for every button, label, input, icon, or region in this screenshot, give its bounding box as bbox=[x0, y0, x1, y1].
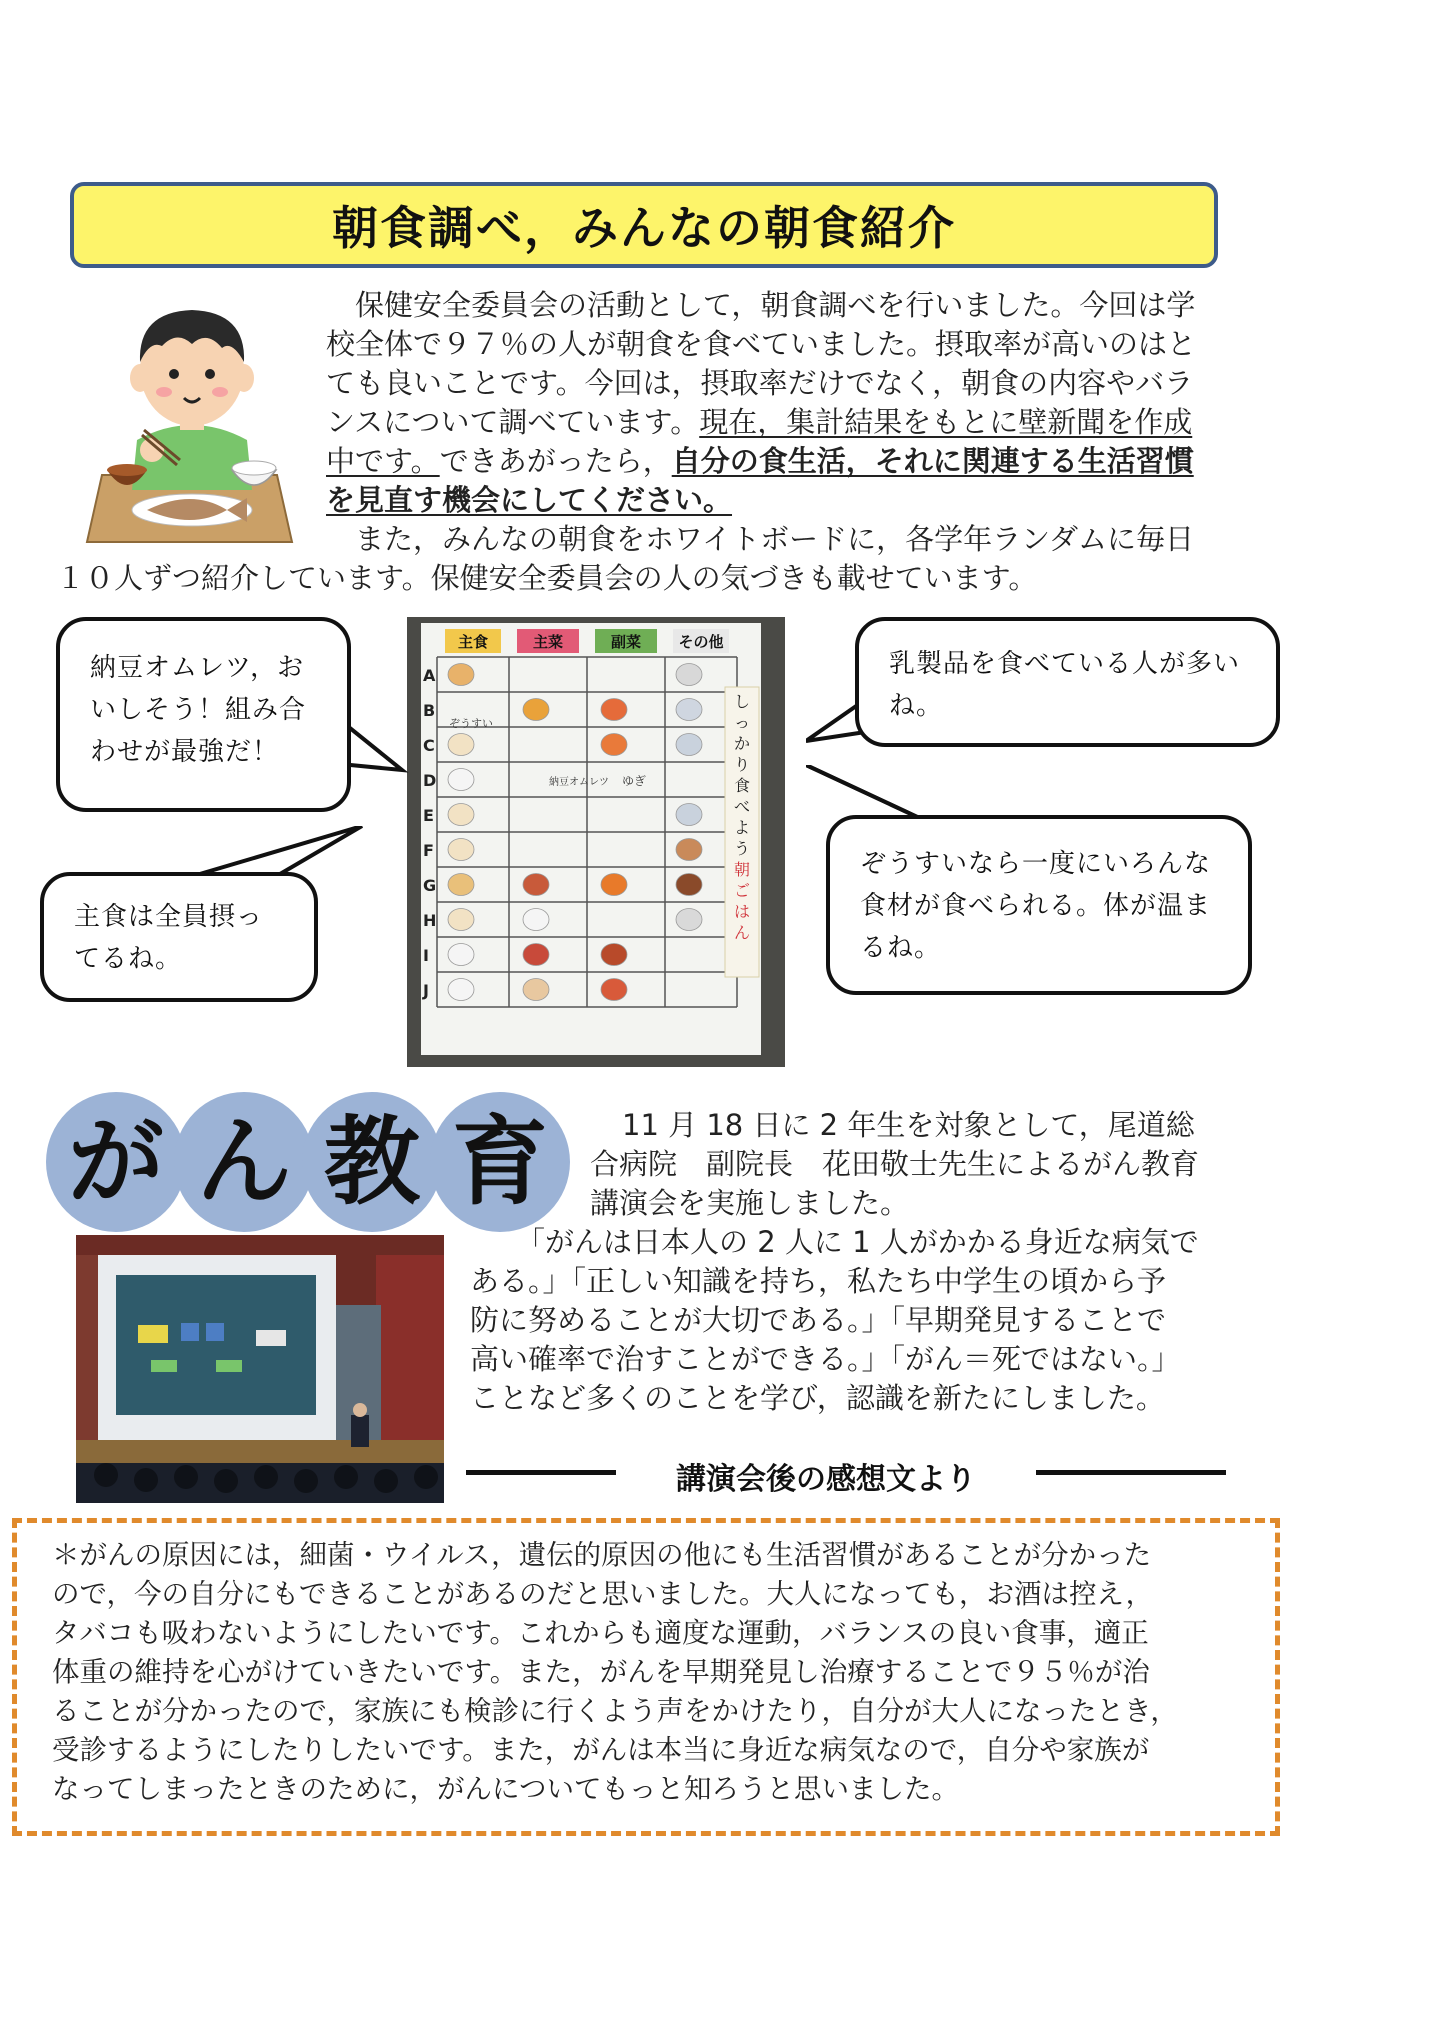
intro-line bbox=[326, 442, 1266, 481]
cancer-line: 合病院 副院長 花田敬士先生によるがん教育 bbox=[590, 1147, 1200, 1181]
board-header-label: 主菜 bbox=[532, 633, 564, 651]
bubble-zousui-text: ぞうすいなら一度にいろんな食材が食べられる。体が温まるね。 bbox=[860, 849, 1212, 963]
board-row-label: B bbox=[423, 701, 436, 720]
side-label-char: う bbox=[733, 839, 751, 858]
food-picture bbox=[601, 699, 627, 721]
bubble-nyuseihin-text: 乳製品を食べている人が多いね。 bbox=[889, 649, 1241, 721]
board-header-label: 主食 bbox=[457, 633, 489, 651]
bubble-shushoku bbox=[40, 872, 318, 1002]
food-picture bbox=[448, 944, 474, 966]
impression-line: 体重の維持を心がけていきたいです。また，がんを早期発見し治療することで９５％が治 bbox=[52, 1656, 1150, 1688]
food-picture bbox=[448, 664, 474, 686]
food-picture bbox=[601, 944, 627, 966]
heading-circle bbox=[46, 1092, 186, 1232]
food-picture bbox=[523, 874, 549, 896]
food-picture bbox=[523, 909, 549, 931]
food-picture bbox=[601, 979, 627, 1001]
bubble-nyuseihin bbox=[855, 617, 1280, 747]
food-picture bbox=[601, 734, 627, 756]
impression-line: タバコも吸わないようにしたいです。これからも適度な運動，バランスの良い食事，適正 bbox=[52, 1617, 1149, 1649]
intro-line: １０人ずつ紹介しています。保健安全委員会の人の気づきも載せています。 bbox=[56, 561, 1038, 595]
side-label-char: ん bbox=[733, 923, 751, 942]
food-picture bbox=[676, 664, 702, 686]
food-picture bbox=[676, 909, 702, 931]
cancer-learning-paragraph bbox=[470, 1223, 1280, 1418]
board-header-label: その他 bbox=[678, 633, 724, 651]
food-picture bbox=[448, 979, 474, 1001]
divider-line-left bbox=[466, 1470, 616, 1475]
food-picture bbox=[448, 734, 474, 756]
intro-line: 保健安全委員会の活動として，朝食調べを行いました。今回は学 bbox=[326, 288, 1196, 322]
board-cell-text: 納豆オムレツ bbox=[549, 777, 609, 788]
food-picture bbox=[448, 804, 474, 826]
side-label-char: か bbox=[733, 734, 751, 753]
side-label-char: っ bbox=[733, 713, 751, 732]
board-row-label: F bbox=[423, 841, 434, 860]
side-label-char: 朝 bbox=[733, 860, 751, 879]
food-picture bbox=[676, 804, 702, 826]
intro-line: ても良いことです。今回は，摂取率だけでなく，朝食の内容やバラ bbox=[326, 366, 1194, 400]
board-row-label: H bbox=[423, 911, 437, 930]
heading-char: 育 bbox=[452, 1106, 548, 1218]
cancer-line: ある。」「正しい知識を持ち，私たち中学生の頃から予 bbox=[470, 1264, 1167, 1298]
bubble-tail bbox=[200, 826, 370, 878]
side-label-char: り bbox=[733, 755, 751, 774]
cancer-line: 11 月 18 日に 2 年生を対象として，尾道総 bbox=[622, 1108, 1195, 1142]
cancer-intro-paragraph bbox=[590, 1106, 1280, 1223]
impressions-heading: 講演会後の感想文より bbox=[676, 1462, 976, 1497]
board-row-label: D bbox=[423, 771, 437, 790]
impression-line: ＊がんの原因には，細菌・ウイルス，遺伝的原因の他にも生活習慣があることが分かった bbox=[52, 1539, 1152, 1571]
heading-char: ん bbox=[196, 1106, 292, 1218]
intro-underlined-text: 中です。 bbox=[326, 444, 440, 478]
divider-line-right bbox=[1036, 1470, 1226, 1475]
board-cell-text: ぞうすい bbox=[449, 717, 493, 730]
board-row-label: I bbox=[423, 946, 429, 965]
breakfast-title-banner bbox=[70, 182, 1218, 268]
lecture-hall-photo bbox=[76, 1235, 444, 1503]
board-row-label: A bbox=[423, 666, 436, 685]
food-picture bbox=[523, 944, 549, 966]
food-picture bbox=[601, 874, 627, 896]
side-label-char: は bbox=[733, 902, 751, 921]
side-label-char: よ bbox=[733, 818, 751, 837]
heading-circle bbox=[430, 1092, 570, 1232]
intro-line: また，みんなの朝食をホワイトボードに，各学年ランダムに毎日 bbox=[326, 522, 1194, 556]
food-picture bbox=[523, 699, 549, 721]
intro-underlined-text: 現在，集計結果をもとに壁新聞を作成 bbox=[699, 405, 1193, 439]
breakfast-whiteboard-photo bbox=[407, 617, 785, 1067]
heading-circle bbox=[302, 1092, 442, 1232]
food-picture bbox=[676, 734, 702, 756]
intro-emphasis-text: 自分の食生活，それに関連する生活習慣 bbox=[671, 444, 1194, 478]
bubble-zousui bbox=[826, 815, 1252, 995]
side-label-char: べ bbox=[733, 797, 751, 816]
intro-line-part: ンスについて調べています。 bbox=[326, 405, 700, 439]
heading-circle bbox=[174, 1092, 314, 1232]
food-picture bbox=[448, 909, 474, 931]
board-row-label: J bbox=[423, 981, 429, 1000]
boy-eating-illustration bbox=[82, 300, 297, 545]
food-picture bbox=[448, 769, 474, 791]
impressions-text bbox=[52, 1536, 1272, 1809]
side-label-char: し bbox=[733, 692, 751, 711]
heading-char: 教 bbox=[324, 1106, 420, 1218]
impression-line: 受診するようにしたりしたいです。また，がんは本当に身近な病気なので，自分や家族が bbox=[52, 1734, 1150, 1766]
cancer-line: 講演会を実施しました。 bbox=[590, 1186, 910, 1220]
board-cell-text: ゆぎ bbox=[622, 774, 647, 788]
intro-line bbox=[326, 403, 1266, 442]
impression-line: ることが分かったので，家族にも検診に行くよう声をかけたり，自分が大人になったとき， bbox=[52, 1695, 1178, 1727]
heading-char: が bbox=[68, 1106, 164, 1218]
breakfast-title: 朝食調べ，みんなの朝食紹介 bbox=[332, 201, 956, 255]
board-row-label: C bbox=[423, 736, 435, 755]
board-row-label: G bbox=[423, 876, 437, 895]
intro-line-part: できあがったら， bbox=[439, 444, 672, 478]
food-picture bbox=[676, 839, 702, 861]
food-picture bbox=[676, 699, 702, 721]
cancer-line: 防に努めることが大切である。」「早期発見することで bbox=[470, 1303, 1167, 1337]
cancer-line: 高い確率で治すことができる。」「がん＝死ではない。」 bbox=[470, 1342, 1181, 1376]
side-label-char: ご bbox=[733, 881, 751, 900]
bubble-shushoku-text: 主食は全員摂ってるね。 bbox=[74, 902, 264, 974]
breakfast-intro-paragraph bbox=[326, 286, 1266, 559]
cancer-line: 「がんは日本人の 2 人に 1 人がかかる身近な病気で bbox=[516, 1225, 1199, 1259]
cancer-line: ことなど多くのことを学び，認識を新たにしました。 bbox=[470, 1381, 1165, 1415]
food-picture bbox=[676, 874, 702, 896]
cancer-education-heading bbox=[46, 1088, 566, 1238]
food-picture bbox=[448, 874, 474, 896]
intro-line: 校全体で９７％の人が朝食を食べていました。摂取率が高いのはと bbox=[326, 327, 1197, 361]
board-header-label: 副菜 bbox=[610, 633, 642, 651]
side-label-char: 食 bbox=[733, 776, 751, 795]
board-row-label: E bbox=[423, 806, 434, 825]
food-picture bbox=[448, 839, 474, 861]
bubble-natto-text: 納豆オムレツ，おいしそう！組み合わせが最強だ！ bbox=[90, 653, 307, 767]
impression-line: なってしまったときのために，がんについてもっと知ろうと思いました。 bbox=[52, 1773, 959, 1805]
impression-line: ので，今の自分にもできることがあるのだと思いました。大人になっても，お酒は控え， bbox=[52, 1578, 1154, 1610]
bubble-natto bbox=[56, 617, 351, 812]
intro-line bbox=[326, 481, 1266, 520]
food-picture bbox=[523, 979, 549, 1001]
intro-emphasis-text: を見直す機会にしてください。 bbox=[326, 483, 733, 517]
